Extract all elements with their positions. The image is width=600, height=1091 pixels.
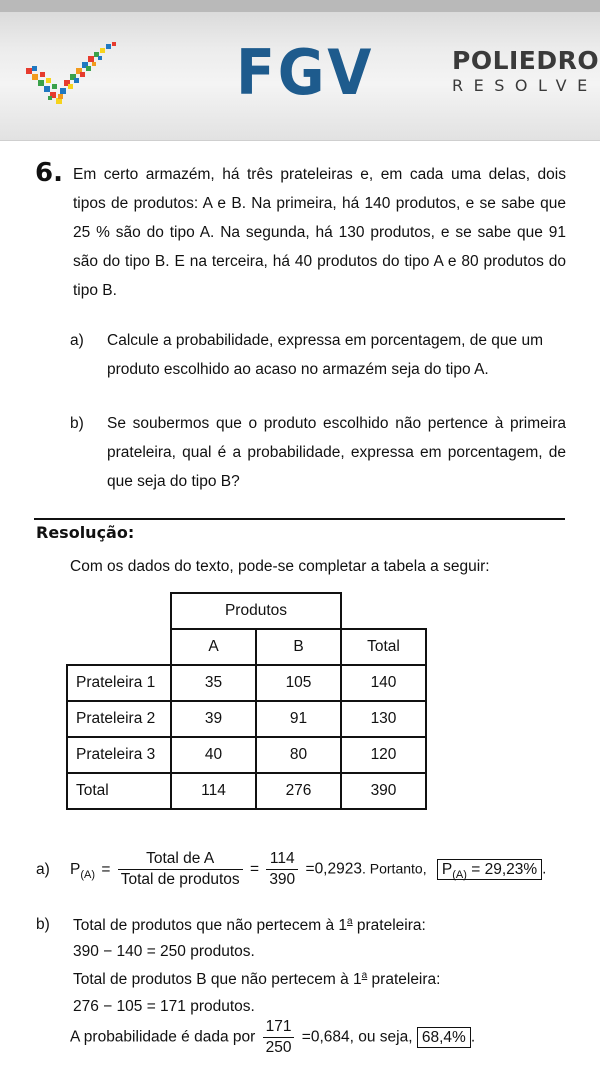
- table-cell: 276: [256, 773, 341, 809]
- table-cell: 390: [341, 773, 426, 809]
- line-text: prateleira:: [367, 971, 441, 989]
- poliedro-logo-subtitle: RESOLVE: [452, 76, 598, 95]
- fraction-definition: [118, 850, 243, 889]
- resolution-intro: Com os dados do texto, pode-se completar a tabela a seguir:: [70, 558, 490, 575]
- item-text: Se soubermos que o produto escolhido não pertence à primeira prateleira, qual é a probabilidade, expressa em porcentagem, de que seja do tipo B?: [107, 415, 566, 490]
- table-group-header: Produtos: [171, 593, 341, 629]
- item-text: Calcule a probabilidade, expressa em porcentagem, de que um produto escolhido ao acaso no armazém seja do tipo A.: [107, 332, 543, 378]
- p-subscript: (A): [452, 868, 467, 881]
- resolution-title: Resolução:: [36, 523, 135, 542]
- colorful-check-logo-icon: [20, 38, 130, 118]
- table-cell: 105: [256, 665, 341, 701]
- answer-b-line2: 390 − 140 = 250 produtos.: [73, 943, 255, 960]
- decimal-result: 0,2923: [314, 860, 362, 878]
- item-label: b): [70, 415, 84, 432]
- answer-a-formula: $P_{(A)}$ = $\frac{\text{Total de A}}{\text{Total de produtos}}$ = $\frac{114}{390}$ =0,2923. Portanto, $P_{(A)} = 29,23\%$ .: [70, 850, 547, 888]
- boxed-value: 29,23%: [484, 860, 538, 878]
- line-text: 0,684, ou seja,: [310, 1028, 413, 1046]
- table-group-header-row: [67, 593, 426, 629]
- header-banner: [0, 0, 600, 141]
- row-label: Prateleira 3: [67, 737, 171, 773]
- line-text: Total de produtos B que não pertecem à 1: [73, 971, 362, 989]
- p-subscript: (A): [80, 868, 96, 881]
- question-item-b: [70, 409, 566, 496]
- line-text: prateleira:: [352, 917, 426, 935]
- probability-symbol: [70, 860, 96, 881]
- line-text: Total de produtos que não pertecem à 1: [73, 917, 348, 935]
- table-corner: [67, 593, 171, 629]
- fraction-values: [266, 850, 298, 889]
- fraction-denominator: 250: [265, 1039, 292, 1056]
- answer-a-label: a): [36, 861, 50, 878]
- table-cell: 40: [171, 737, 256, 773]
- line-text: A probabilidade é dada por: [70, 1028, 256, 1046]
- section-divider: [34, 518, 565, 520]
- row-label: Prateleira 2: [67, 701, 171, 737]
- fraction-numerator: Total de A: [118, 850, 243, 870]
- column-header-b: B: [256, 629, 341, 665]
- fraction-numerator: 171: [263, 1018, 295, 1038]
- answer-b-label: b): [36, 916, 50, 933]
- table-row: [67, 737, 426, 773]
- table-cell: 130: [341, 701, 426, 737]
- table-row: [67, 773, 426, 809]
- table-corner: [341, 593, 426, 629]
- table-cell: 35: [171, 665, 256, 701]
- table-cell: 120: [341, 737, 426, 773]
- row-label: Total: [67, 773, 171, 809]
- fraction-denominator: 390: [269, 871, 296, 888]
- table-row: [67, 701, 426, 737]
- question-text: Em certo armazém, há três prateleiras e, em cada uma delas, dois tipos de produtos: A e B. Na primeira, há 140 produtos, e se sabe que 25 % são do tipo A. Na segunda, há 130 produtos, e se sabe que 91 são do tipo B. E na terceira, há 40 produtos do tipo A e 80 produtos do tipo B.: [73, 166, 566, 299]
- table-column-header-row: [67, 629, 426, 665]
- answer-b-line5: A probabilidade é dada por $\frac{171}{250}$ =0,684, ou seja, 68,4% .: [70, 1018, 476, 1056]
- question-number: 6.: [35, 158, 63, 188]
- connector-text: . Portanto,: [361, 860, 427, 877]
- table-cell: 39: [171, 701, 256, 737]
- answer-b-line4: 276 − 105 = 171 produtos.: [73, 998, 255, 1015]
- table-cell: 91: [256, 701, 341, 737]
- answer-b-line3: [73, 970, 440, 989]
- header-top-strip: [0, 0, 600, 12]
- column-header-total: Total: [341, 629, 426, 665]
- table-row: [67, 665, 426, 701]
- products-table: [66, 592, 427, 810]
- item-label: a): [70, 332, 84, 349]
- fraction-numerator: 114: [266, 850, 298, 870]
- fraction-denominator: Total de produtos: [120, 871, 240, 888]
- table-cell: 114: [171, 773, 256, 809]
- answer-b-line1: [73, 916, 426, 935]
- fgv-logo-text: FGV: [236, 36, 375, 109]
- boxed-answer-b: 68,4%: [417, 1027, 471, 1048]
- table-cell: 80: [256, 737, 341, 773]
- table-cell: 140: [341, 665, 426, 701]
- row-label: Prateleira 1: [67, 665, 171, 701]
- ordinal-mark: a: [361, 970, 368, 981]
- fraction-probability: [263, 1018, 295, 1057]
- question-item-a: [70, 326, 566, 384]
- ordinal-mark: a: [347, 916, 353, 927]
- boxed-answer-a: $P_{(A)} = 29,23\%$: [437, 859, 542, 880]
- column-header-a: A: [171, 629, 256, 665]
- table-corner: [67, 629, 171, 665]
- p-letter: P: [441, 860, 453, 878]
- poliedro-logo-title: POLIEDRO: [452, 46, 600, 75]
- p-letter: P: [70, 860, 81, 878]
